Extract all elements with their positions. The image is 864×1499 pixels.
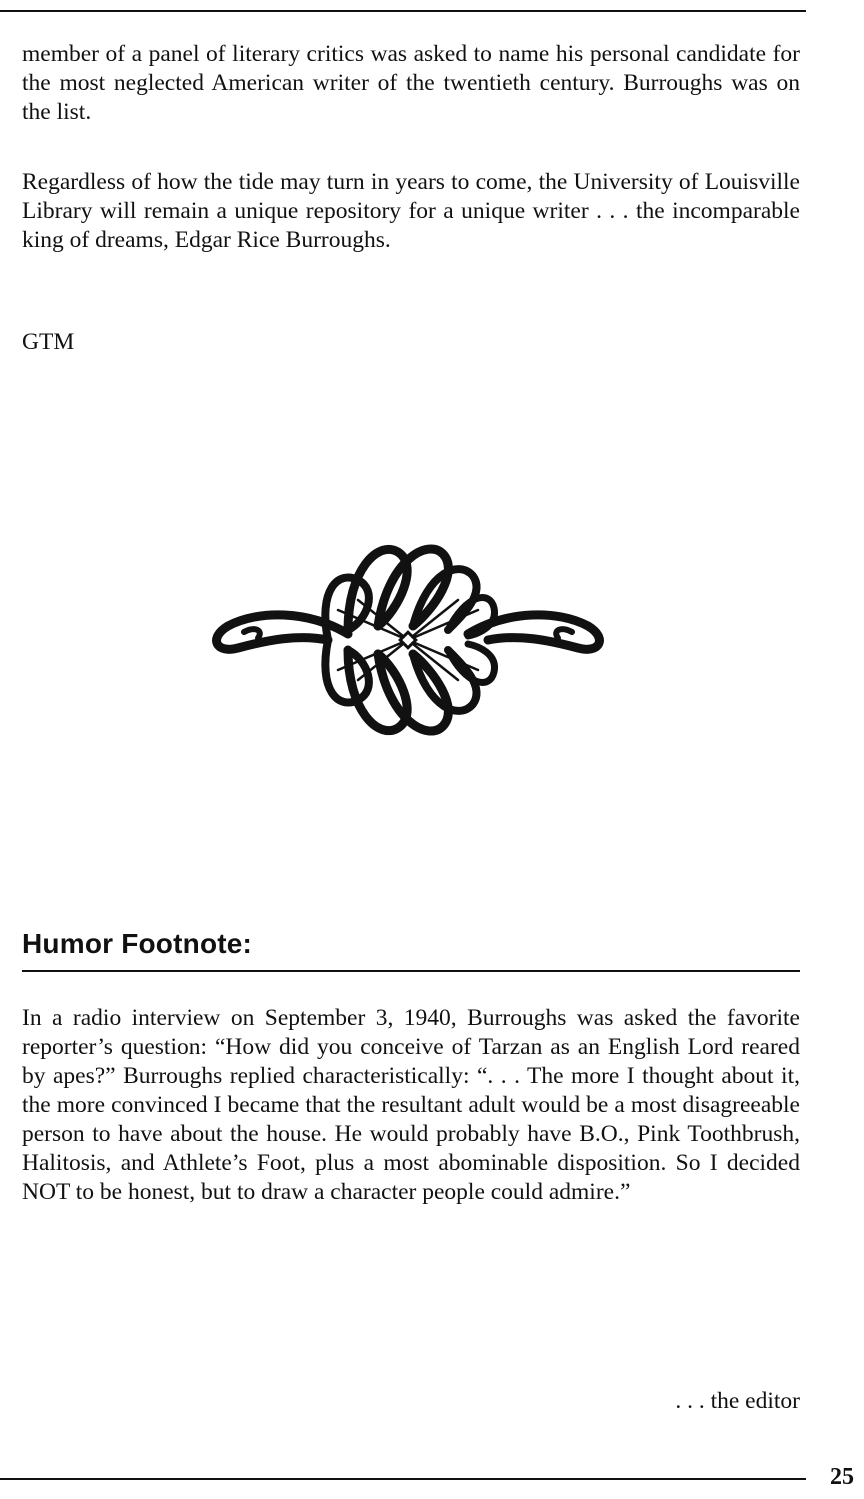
bottom-rule	[0, 1478, 806, 1480]
article-paragraph-2: Regardless of how the tide may turn in years to come, the University of Louisville Library will remain a unique repository for a unique writer . . . the incomparable king of dreams, Edgar Rice Burroughs.	[22, 169, 800, 253]
flourish-ornament-icon	[198, 530, 618, 750]
footnote-body: In a radio interview on September 3, 1940, Burroughs was asked the favorite reporter’s question: “How did you conceive of Tarzan as an English Lord reared by apes?” Burroughs replied characteristically: “. . . The more I thought about it, the more convinced I became that the resultant adult would be a most disagreeable person to have about the house. He would probably have B.O., Pink Toothbrush, Halitosis, and Athlete’s Foot, plus a most abominable disposition. So I decided NOT to be honest, but to draw a character people could admire.”	[22, 1005, 800, 1205]
footnote-signoff: . . . the editor	[675, 1388, 800, 1414]
footnote-heading: Humor Footnote:	[22, 928, 253, 959]
heading-rule	[22, 970, 800, 972]
top-rule	[0, 10, 806, 12]
article-paragraph-1: member of a panel of literary critics was asked to name his personal candidate for the most neglected American writer of the twentieth century. Burroughs was on the list.	[22, 41, 800, 125]
page-number: 25	[830, 1464, 854, 1490]
article-signature: GTM	[22, 329, 75, 355]
